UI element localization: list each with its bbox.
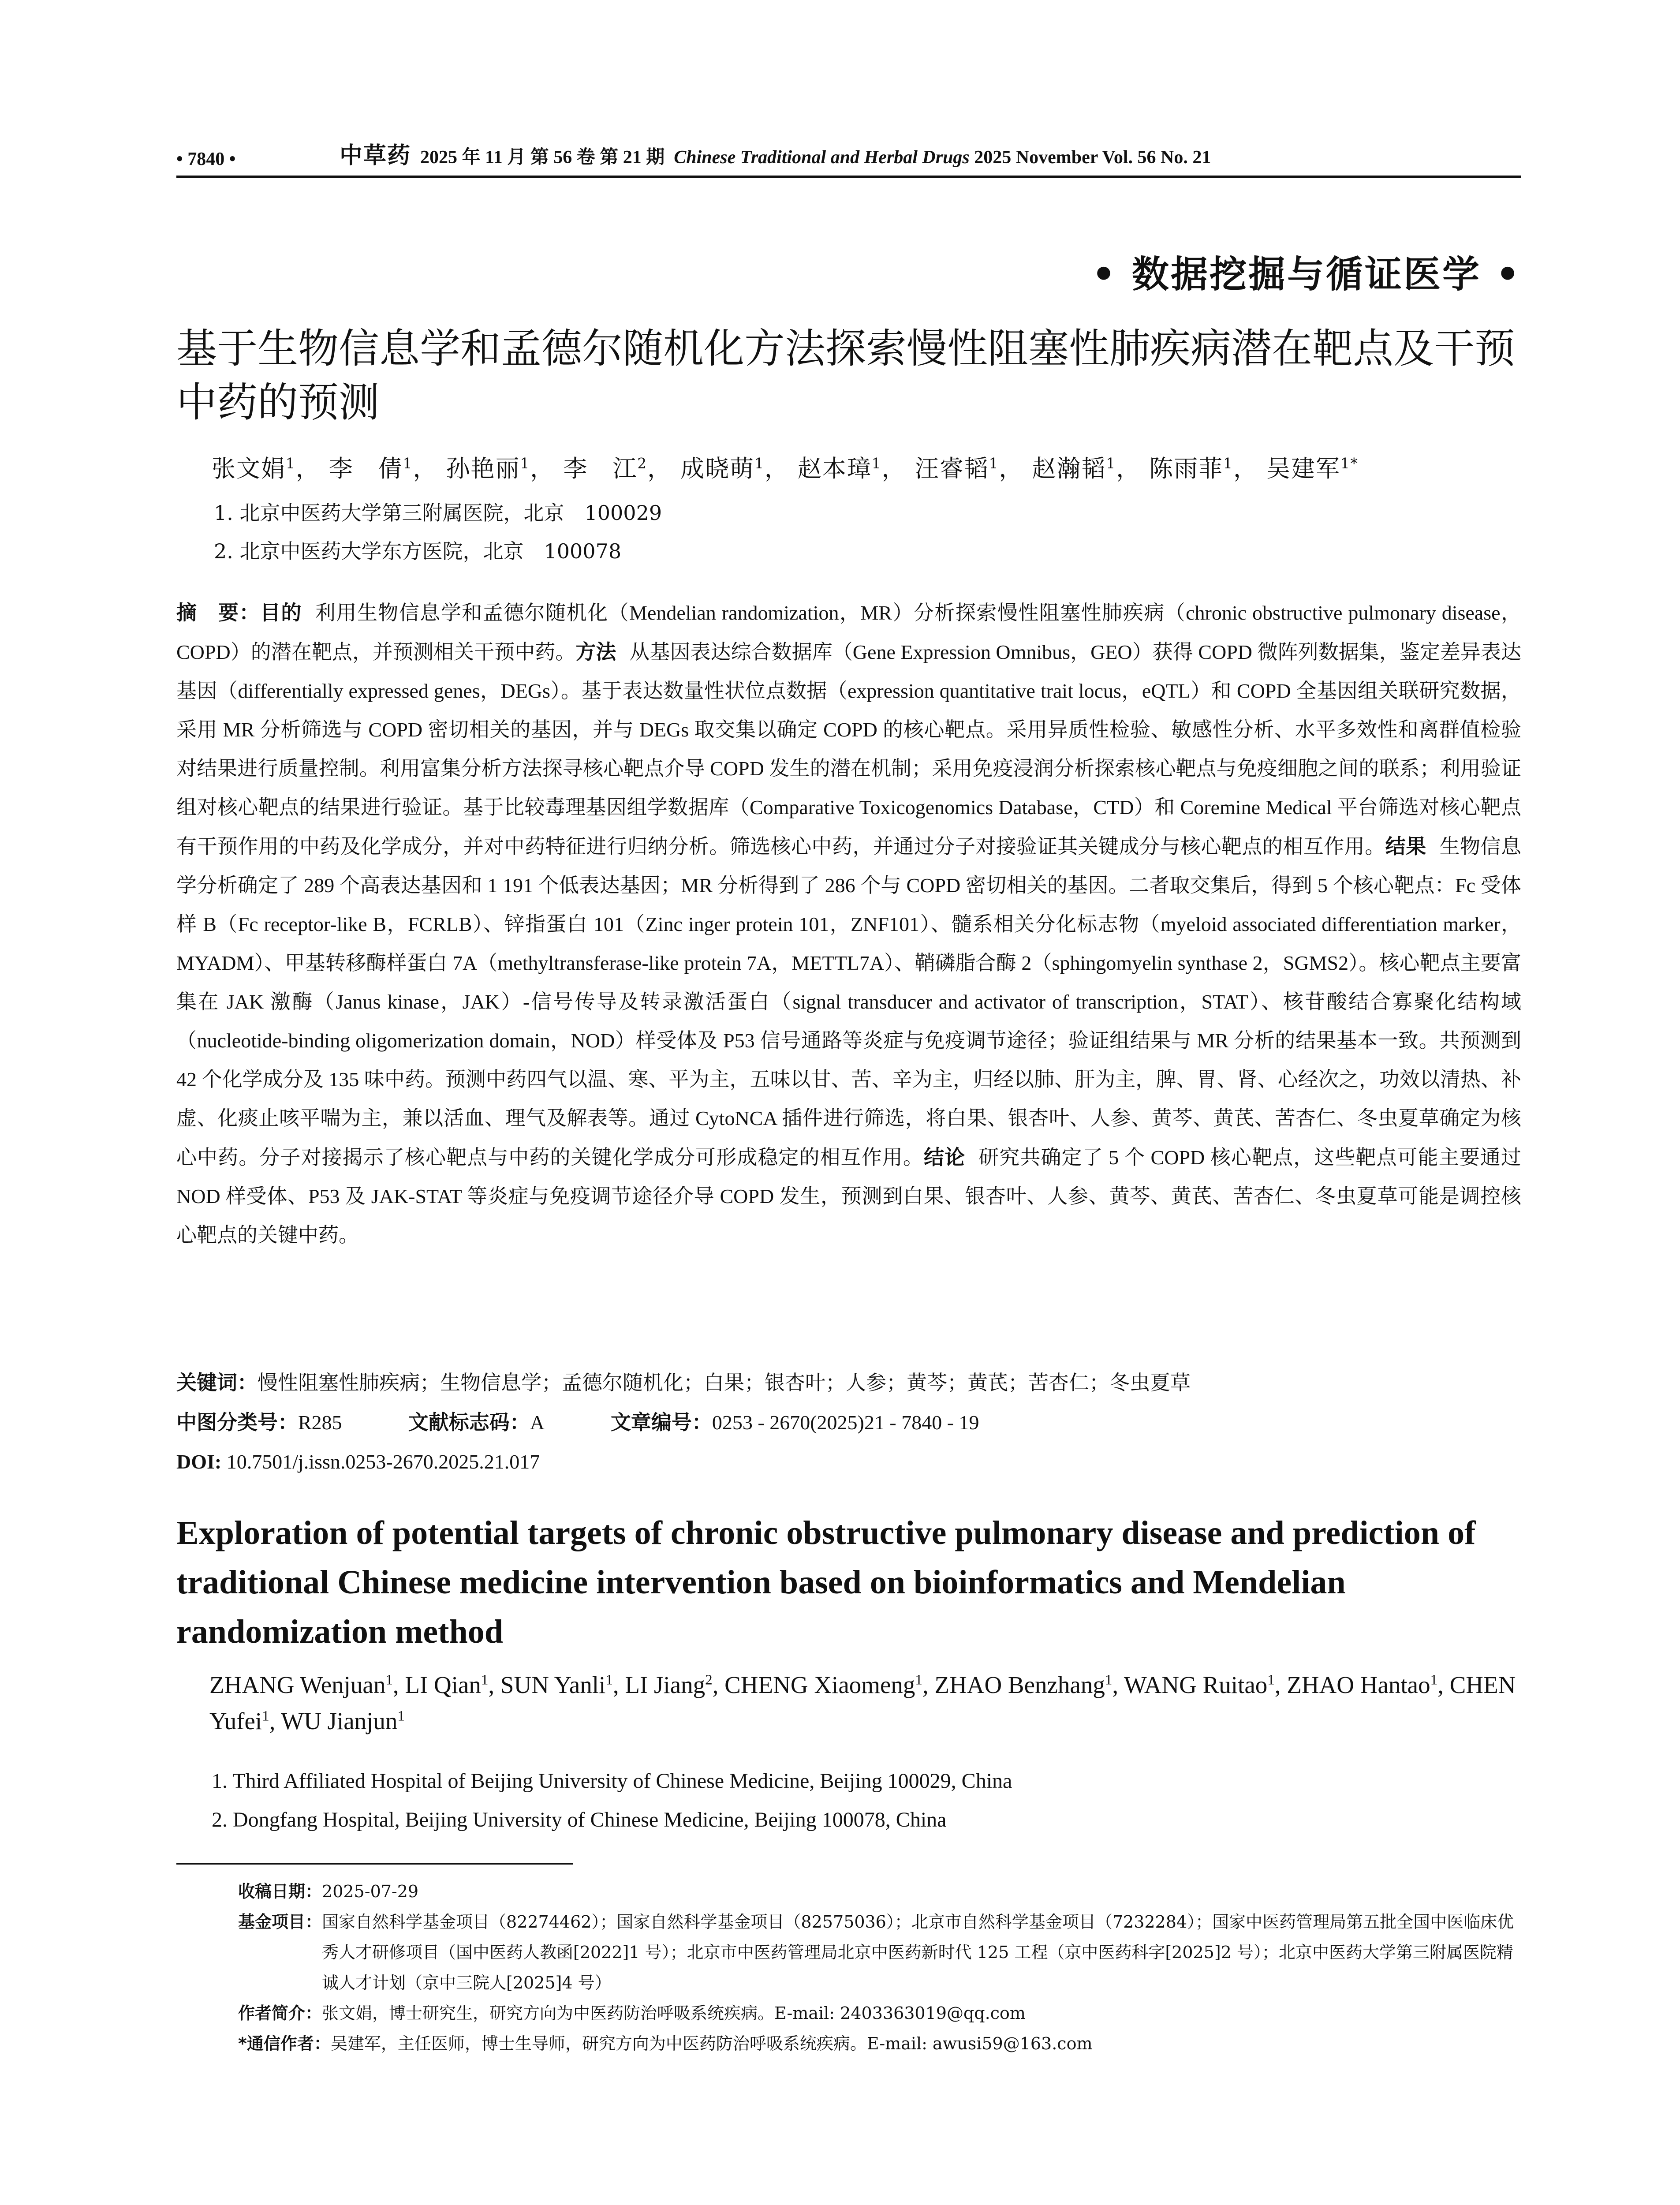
doi-line — [176, 1446, 1521, 1477]
affiliations-en — [212, 1762, 1012, 1839]
author-cn: 汪睿韬 — [915, 455, 989, 482]
fund-label: 基金项目： — [238, 1912, 322, 1932]
running-header — [176, 139, 1521, 170]
clc-label: 中图分类号： — [176, 1410, 298, 1434]
author-en: LI Qian — [405, 1671, 481, 1698]
author-en: SUN Yanli — [500, 1671, 606, 1698]
doi-label: DOI: — [176, 1450, 222, 1473]
corresponding-value: 吴建军，主任医师，博士生导师，研究方向为中医药防治呼吸系统疾病。E-mail: awusi59@163.com — [330, 2034, 1093, 2053]
fund-value: 国家自然科学基金项目（82274462）；国家自然科学基金项目（82575036）；北京市自然科学基金项目（7232284）；国家中医药管理局第五批全国中医临床优秀人才研修项目（国中医药人教函[2022]1 号）；北京市中医药管理局北京中医药新时代 125 工程（京中医药科字[2025]2 号）；北京中医药大学第三附属医院精诚人才计划（京中三院人[2025]4 号） — [322, 1912, 1514, 1992]
article-no-value: 0253 - 2670(2025)21 - 7840 - 19 — [712, 1411, 979, 1434]
received-label: 收稿日期： — [238, 1882, 322, 1901]
authors-cn: 张文娟$^1$， 李 倩$^1$， 孙艳丽$^1$， 李 江$^2$， 成晓萌$^1$， 赵本璋$^1$， 汪睿韬$^1$， 赵瀚韬$^1$， 陈雨菲$^1$， 吴建军$^{1*}$ — [212, 455, 1359, 482]
objective-text: 利用生物信息学和孟德尔随机化（Mendelian randomization，MR）分析探索慢性阻塞性肺疾病（chronic obstructive pulmonary disease，COPD）的潜在靶点，并预测相关干预中药。 — [176, 602, 1522, 663]
author-cn: 张文娟 — [212, 455, 286, 482]
paper-page — [176, 0, 1521, 2205]
journal-name-cn: 中草药 — [340, 143, 411, 168]
author-en: ZHANG Wenjuan — [209, 1671, 386, 1698]
classification-line — [176, 1407, 1521, 1438]
results-text: 生物信息学分析确定了 289 个高表达基因和 1 191 个低表达基因；MR 分析得到了 286 个与 COPD 密切相关的基因。二者取交集后，得到 5 个核心靶点：Fc 受体样 B（Fc receptor-like B，FCRLB）、锌指蛋白 101（Zinc inger protein 101，ZNF101）、髓系相关分化标志物（myeloid associated differentiation marker，MYADM）、甲基转移酶样蛋白 7A（methyltransferase-like protein 7A，METTL7A）、鞘磷脂合酶 2（sphingomyelin synthase 2，SGMS2）。核心靶点主要富集在 JAK 激酶（Janus kinase，JAK）-信号传导及转录激活蛋白（signal transducer and activator of transcription，STAT）、核苷酸结合寡聚化结构域（nucleotide-binding oligomerization domain，NOD）样受体及 P53 信号通路等炎症与免疫调节途径；验证组结果与 MR 分析的结果基本一致。共预测到 42 个化学成分及 135 味中药。预测中药四气以温、寒、平为主，五味以甘、苦、辛为主，归经以肺、肝为主，脾、胃、肾、心经次之，功效以清热、补虚、化痰止咳平喘为主，兼以活血、理气及解表等。通过 CytoNCA 插件进行筛选，将白果、银杏叶、人参、黄芩、黄芪、苦杏仁、冬虫夏草确定为核心中药。分子对接揭示了核心靶点与中药的关键化学成分可形成稳定的相互作用。 — [176, 835, 1521, 1169]
author-cn: 陈雨菲 — [1149, 455, 1224, 482]
author-cn: 成晓萌 — [680, 455, 755, 482]
received-value: 2025-07-29 — [322, 1882, 419, 1901]
methods-label: 方法 — [575, 640, 616, 664]
conclusion-label: 结论 — [924, 1145, 966, 1169]
author-cn: 赵瀚韬 — [1032, 455, 1106, 482]
author-cn: 李 倩 — [329, 455, 403, 482]
fund-info — [238, 1907, 1521, 1998]
authors-en: ZHANG Wenjuan$^1$, LI Qian$^1$, SUN Yanli$^1$, LI Jiang$^2$, CHENG Xiaomeng$^1$, ZHAO Benzhang$^1$, WANG Ruitao$^1$, ZHAO Hantao$^1$, CHEN Yufei$^1$, WU Jianjun$^1$ — [209, 1671, 1516, 1734]
corresponding-label: *通信作者： — [238, 2034, 331, 2053]
author-en: CHEN Yufei — [209, 1671, 1516, 1734]
doc-code-value: A — [530, 1411, 545, 1434]
author-cn: 孙艳丽 — [446, 455, 520, 482]
methods-text: 从基因表达综合数据库（Gene Expression Omnibus，GEO）获得 COPD 微阵列数据集，鉴定差异表达基因（differentially expressed genes，DEGs）。基于表达数量性状位点数据（expression quantitative trait locus，eQTL）和 COPD 全基因组关联研究数据，采用 MR 分析筛选与 COPD 密切相关的基因，并与 DEGs 取交集以确定 COPD 的核心靶点。采用异质性检验、敏感性分析、水平多效性和离群值检验对结果进行质量控制。利用富集分析方法探寻核心靶点介导 COPD 发生的潜在机制；采用免疫浸润分析探索核心靶点与免疫细胞之间的联系；利用验证组对核心靶点的结果进行验证。基于比较毒理基因组学数据库（Comparative Toxicogenomics Database，CTD）和 Coremine Medical 平台筛选对核心靶点有干预作用的中药及化学成分，并对中药特征进行归纳分析。筛选核心中药，并通过分子对接验证其关键成分与核心靶点的相互作用。 — [176, 641, 1521, 858]
abstract-label: 摘 要： — [176, 601, 260, 624]
received-date — [238, 1876, 1521, 1907]
keywords — [176, 1367, 1521, 1398]
author-cn: 赵本璋 — [797, 455, 872, 482]
issue-cn: 2025 年 11 月 第 56 卷 第 21 期 — [420, 147, 665, 168]
header-rule — [176, 176, 1521, 178]
affiliation-cn: 1. 北京中医药大学第三附属医院，北京 100029 — [214, 501, 662, 525]
conclusion-text: 研究共确定了 5 个 COPD 核心靶点，这些靶点可能主要通过 NOD 样受体、P53 及 JAK-STAT 等炎症与免疫调节途径介导 COPD 发生，预测到白果、银杏叶、人参、黄芩、黄芪、苦杏仁、冬虫夏草可能是调控核心靶点的关键中药。 — [176, 1146, 1522, 1246]
author-bio-value: 张文娟，博士研究生，研究方向为中医药防治呼吸系统疾病。E-mail: 2403363019@qq.com — [322, 2003, 1026, 2023]
column-label: • 数据挖掘与循证医学 • — [1092, 252, 1521, 296]
objective-label: 目的 — [260, 601, 302, 624]
corresponding-author — [238, 2029, 1521, 2059]
article-no-label: 文章编号： — [610, 1410, 712, 1434]
author-en: ZHAO Benzhang — [934, 1671, 1105, 1698]
author-bio — [238, 1998, 1521, 2029]
affiliation-en: 2. Dongfang Hospital, Beijing University of Chinese Medicine, Beijing 100078, China — [212, 1808, 947, 1831]
footnotes — [238, 1876, 1521, 2059]
results-label: 结果 — [1385, 834, 1426, 858]
footnote-rule — [176, 1863, 573, 1865]
doc-code-label: 文献标志码： — [408, 1410, 530, 1434]
author-cn: 李 江 — [563, 455, 638, 482]
keywords-text: 慢性阻塞性肺疾病；生物信息学；孟德尔随机化；白果；银杏叶；人参；黄芩；黄芪；苦杏仁；冬虫夏草 — [258, 1372, 1191, 1394]
clc-value: R285 — [298, 1411, 342, 1434]
issue-en: 2025 November Vol. 56 No. 21 — [974, 147, 1211, 168]
author-en: WU Jianjun — [281, 1708, 398, 1734]
author-en: ZHAO Hantao — [1287, 1671, 1430, 1698]
journal-name-en: Chinese Traditional and Herbal Drugs — [674, 147, 970, 168]
affiliations-cn — [214, 494, 662, 571]
doi-value[interactable]: 10.7501/j.issn.0253-2670.2025.21.017 — [226, 1450, 540, 1473]
author-en: WANG Ruitao — [1124, 1671, 1268, 1698]
author-en: LI Jiang — [625, 1671, 706, 1698]
author-en: CHENG Xiaomeng — [724, 1671, 915, 1698]
title-en: Exploration of potential targets of chronic obstructive pulmonary disease and prediction of traditional Chinese medicine intervention based on bioinformatics and Mendelian randomization method — [176, 1514, 1476, 1650]
affiliation-en: 1. Third Affiliated Hospital of Beijing University of Chinese Medicine, Beijing 100029, China — [212, 1769, 1012, 1793]
title-cn: 基于生物信息学和孟德尔随机化方法探索慢性阻塞性肺疾病潜在靶点及干预中药的预测 — [176, 325, 1516, 426]
author-cn: 吴建军 — [1266, 455, 1341, 482]
keywords-label: 关键词： — [176, 1371, 258, 1394]
abstract-cn — [176, 593, 1521, 1255]
journal-citation — [340, 137, 1521, 170]
affiliation-cn: 2. 北京中医药大学东方医院，北京 100078 — [214, 539, 622, 563]
page-number: • 7840 • — [176, 149, 236, 169]
author-bio-label: 作者简介： — [238, 2003, 322, 2023]
